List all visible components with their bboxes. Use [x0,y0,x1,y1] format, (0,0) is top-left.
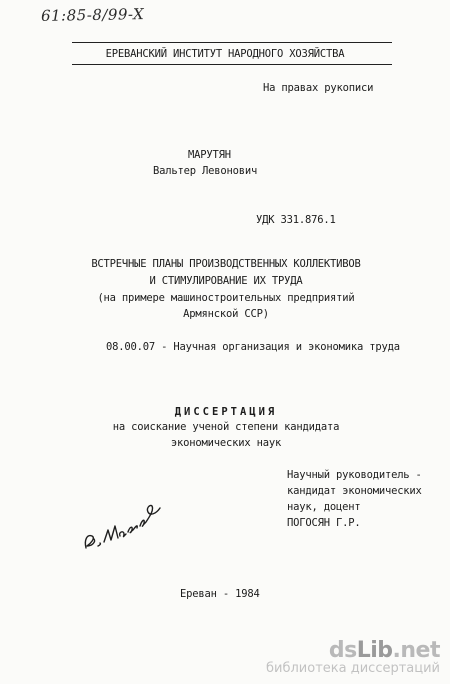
supervisor-line-1: Научный руководитель - [287,469,422,481]
specialty-code: 08.00.07 - Научная организация и экономика труда [106,341,400,353]
author-signature [78,496,168,558]
supervisor-line-4: ПОГОСЯН Г.Р. [287,517,361,529]
institute-underline [72,64,392,65]
dslib-watermark [266,638,440,676]
place-year: Ереван - 1984 [180,588,260,600]
archive-mark: 61:85-8/99-X [40,5,145,25]
title-subtitle-2: Армянской ССР) [183,308,269,320]
degree-line-2: экономических наук [170,437,282,449]
watermark-tagline: библиотека диссертаций [266,661,440,676]
degree-line-1: на соискание ученой степени кандидата [112,421,340,433]
supervisor-line-3: наук, доцент [287,501,361,513]
author-given-names: Вальтер Левонович [153,165,258,177]
degree-heading: ДИССЕРТАЦИЯ [174,406,278,418]
manuscript-note: На правах рукописи [263,82,374,94]
title-line-1: ВСТРЕЧНЫЕ ПЛАНЫ ПРОИЗВОДСТВЕННЫХ КОЛЛЕКТИВОВ [91,258,361,270]
watermark-logo: dsLib.net [328,638,440,663]
title-subtitle-1: (на примере машиностроительных предприятий [97,292,355,304]
supervisor-line-2: кандидат экономических [287,485,422,497]
title-line-2: И СТИМУЛИРОВАНИЕ ИХ ТРУДА [149,275,303,287]
institute-name: ЕРЕВАНСКИЙ ИНСТИТУТ НАРОДНОГО ХОЗЯЙСТВА [105,48,345,60]
udk-code: УДК 331.876.1 [256,214,336,226]
author-surname: МАРУТЯН [188,149,231,161]
top-rule [72,42,392,43]
